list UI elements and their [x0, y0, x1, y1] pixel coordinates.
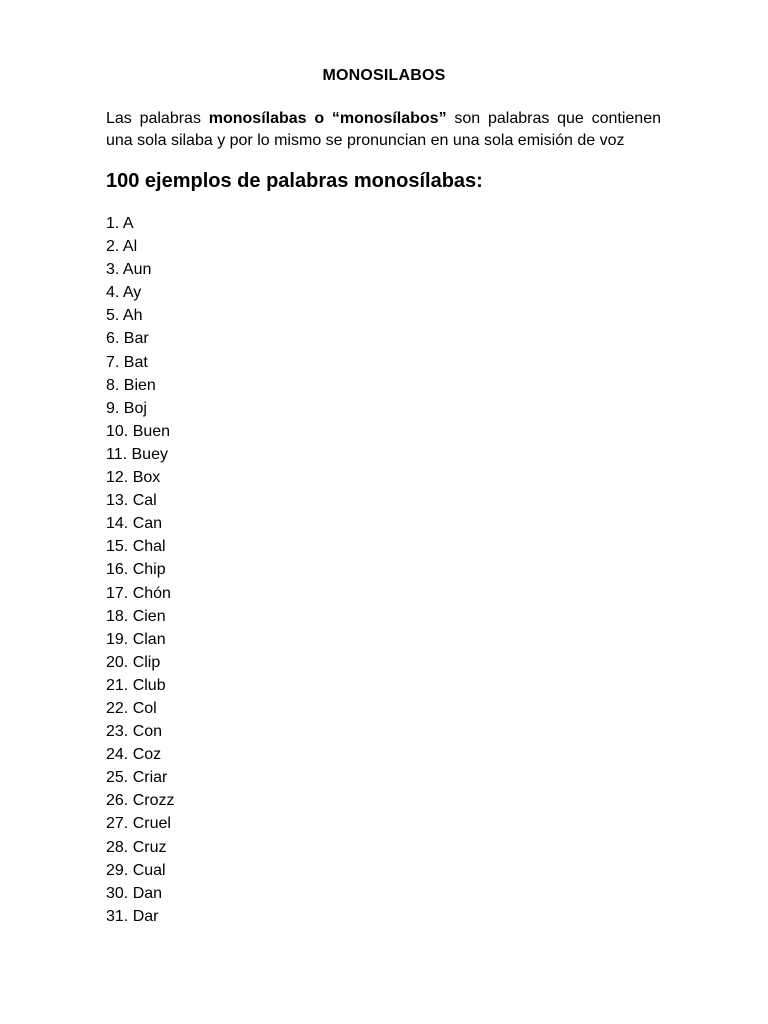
list-item: 31. Dar [106, 907, 159, 925]
list-item: 27. Cruel [106, 815, 171, 833]
list-item: 17. Chón [106, 584, 171, 602]
list-item: 6. Bar [106, 330, 149, 348]
list-item: 11. Buey [106, 445, 168, 463]
intro-text-start: Las palabras [106, 110, 209, 127]
list-item: 22. Col [106, 699, 157, 717]
examples-heading: 100 ejemplos de palabras monosílabas: [106, 170, 483, 192]
list-item: 4. Ay [106, 284, 142, 302]
intro-text-end: son palabras que contienen una sola silaba y por lo mismo se pronuncian en una sola emisión de voz [106, 110, 661, 149]
list-item: 20. Clip [106, 653, 161, 671]
examples-list [106, 212, 174, 928]
list-item: 7. Bat [106, 353, 148, 371]
list-item: 10. Buen [106, 422, 171, 440]
list-item: 25. Criar [106, 769, 168, 787]
list-item: 1. A [106, 215, 134, 232]
list-item: 23. Con [106, 723, 163, 741]
list-item: 28. Cruz [106, 838, 167, 856]
list-item: 19. Clan [106, 630, 166, 648]
list-item: 29. Cual [106, 861, 166, 879]
document-title: MONOSILABOS [322, 67, 446, 84]
list-item: 2. Al [106, 238, 138, 256]
intro-paragraph [106, 108, 661, 152]
list-item: 15. Chal [106, 538, 166, 556]
intro-bold-term: monosílabas o “monosílabos” [208, 110, 447, 127]
list-item: 3. Aun [106, 261, 152, 279]
list-item: 9. Boj [106, 399, 147, 417]
list-item: 18. Cien [106, 607, 166, 625]
list-item: 5. Ah [106, 307, 143, 325]
list-item: 13. Cal [106, 492, 157, 510]
list-item: 30. Dan [106, 884, 163, 902]
list-item: 26. Crozz [106, 792, 175, 810]
list-item: 12. Box [106, 469, 161, 487]
list-item: 14. Can [106, 515, 163, 533]
list-item: 8. Bien [106, 376, 156, 394]
list-item: 21. Club [106, 676, 166, 694]
list-item: 16. Chip [106, 561, 166, 579]
list-item: 24. Coz [106, 746, 162, 764]
